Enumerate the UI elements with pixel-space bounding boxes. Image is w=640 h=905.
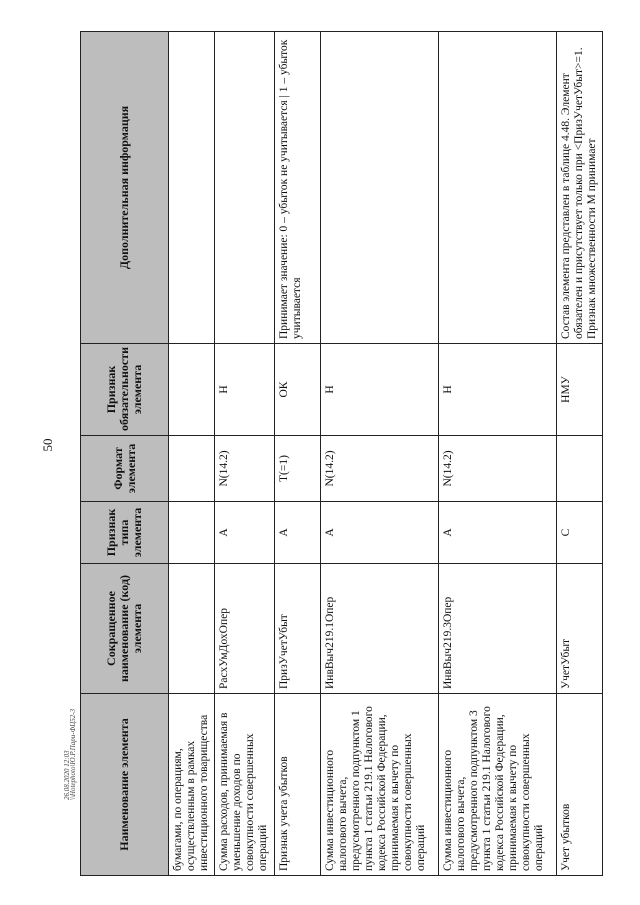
cell-name: Признак учета убытков (275, 694, 321, 876)
table-row (439, 32, 557, 876)
cell-name: Сумма инвестиционного налогового вычета, предусмотренного подпунктом 3 пункта 1 статьи 219.1 Налогового кодекса Российской Федерации, принимаемая к вычету по совокупности совершенных операций (439, 694, 557, 876)
cell-code: ИнвВыч219.1Опер (321, 564, 439, 694)
cell-code (169, 564, 215, 694)
cell-type: А (321, 502, 439, 564)
elements-table (80, 31, 603, 876)
table-row (321, 32, 439, 876)
cell-format (557, 436, 603, 502)
header-cell-required: Признак обязательности элемента (81, 344, 169, 436)
cell-format: T(=1) (275, 436, 321, 502)
cell-type (169, 502, 215, 564)
page-number: 50 (40, 438, 55, 452)
cell-name: Сумма инвестиционного налогового вычета, предусмотренного подпунктом 1 пункта 1 статьи 219.1 Налогового кодекса Российской Федерации, принимаемая к вычету по совокупности совершенных операций (321, 694, 439, 876)
stamp-line: 26.08.2020 12:03 (63, 750, 71, 800)
cell-required: Н (439, 344, 557, 436)
cell-name: бумагами, по операциям, осуществленным в рамках инвестиционного товарищества (169, 694, 215, 876)
table-row (557, 32, 603, 876)
header-cell-format: Формат элемента (81, 436, 169, 502)
cell-code: ПризУчетУбыт (275, 564, 321, 694)
cell-info: Состав элемента представлен в таблице 4.48. Элемент обязателен и присутствует только при <ПризУчетУбыт>=1. Признак множественности М принимает (557, 32, 603, 344)
cell-required (169, 344, 215, 436)
header-cell-code: Сокращенное наименование (код) элемента (81, 564, 169, 694)
cell-required: ОК (275, 344, 321, 436)
cell-info (169, 32, 215, 344)
table-row (275, 32, 321, 876)
stamp-line: \\Hotephoto\Ю.Р.Пари-ФЦ52-3 (69, 708, 77, 800)
cell-info: Принимает значение: 0 – убыток не учитывается | 1 – убыток учитывается (275, 32, 321, 344)
cell-format: N(14.2) (439, 436, 557, 502)
cell-type: А (439, 502, 557, 564)
cell-name: Сумма расходов, принимаемая в уменьшение доходов по совокупности совершенных операций (215, 694, 275, 876)
cell-format: N(14.2) (321, 436, 439, 502)
document-stamp (64, 660, 76, 800)
cell-format (169, 436, 215, 502)
header-cell-type: Признак типа элемента (81, 502, 169, 564)
cell-required: НМУ (557, 344, 603, 436)
header-cell-info: Дополнительная информация (81, 32, 169, 344)
cell-code: УчетУбыт (557, 564, 603, 694)
cell-info (439, 32, 557, 344)
cell-name: Учет убытков (557, 694, 603, 876)
cell-required: Н (215, 344, 275, 436)
table-row (169, 32, 215, 876)
header-cell-name: Наименование элемента (81, 694, 169, 876)
cell-code: ИнвВыч219.3Опер (439, 564, 557, 694)
cell-required: Н (321, 344, 439, 436)
cell-info (215, 32, 275, 344)
rotated-table-wrapper (80, 32, 600, 876)
cell-code: РасхУмДохОпер (215, 564, 275, 694)
header-row (81, 32, 169, 876)
cell-type: С (557, 502, 603, 564)
cell-type: А (275, 502, 321, 564)
cell-type: А (215, 502, 275, 564)
cell-info (321, 32, 439, 344)
cell-format: N(14.2) (215, 436, 275, 502)
table-row (215, 32, 275, 876)
